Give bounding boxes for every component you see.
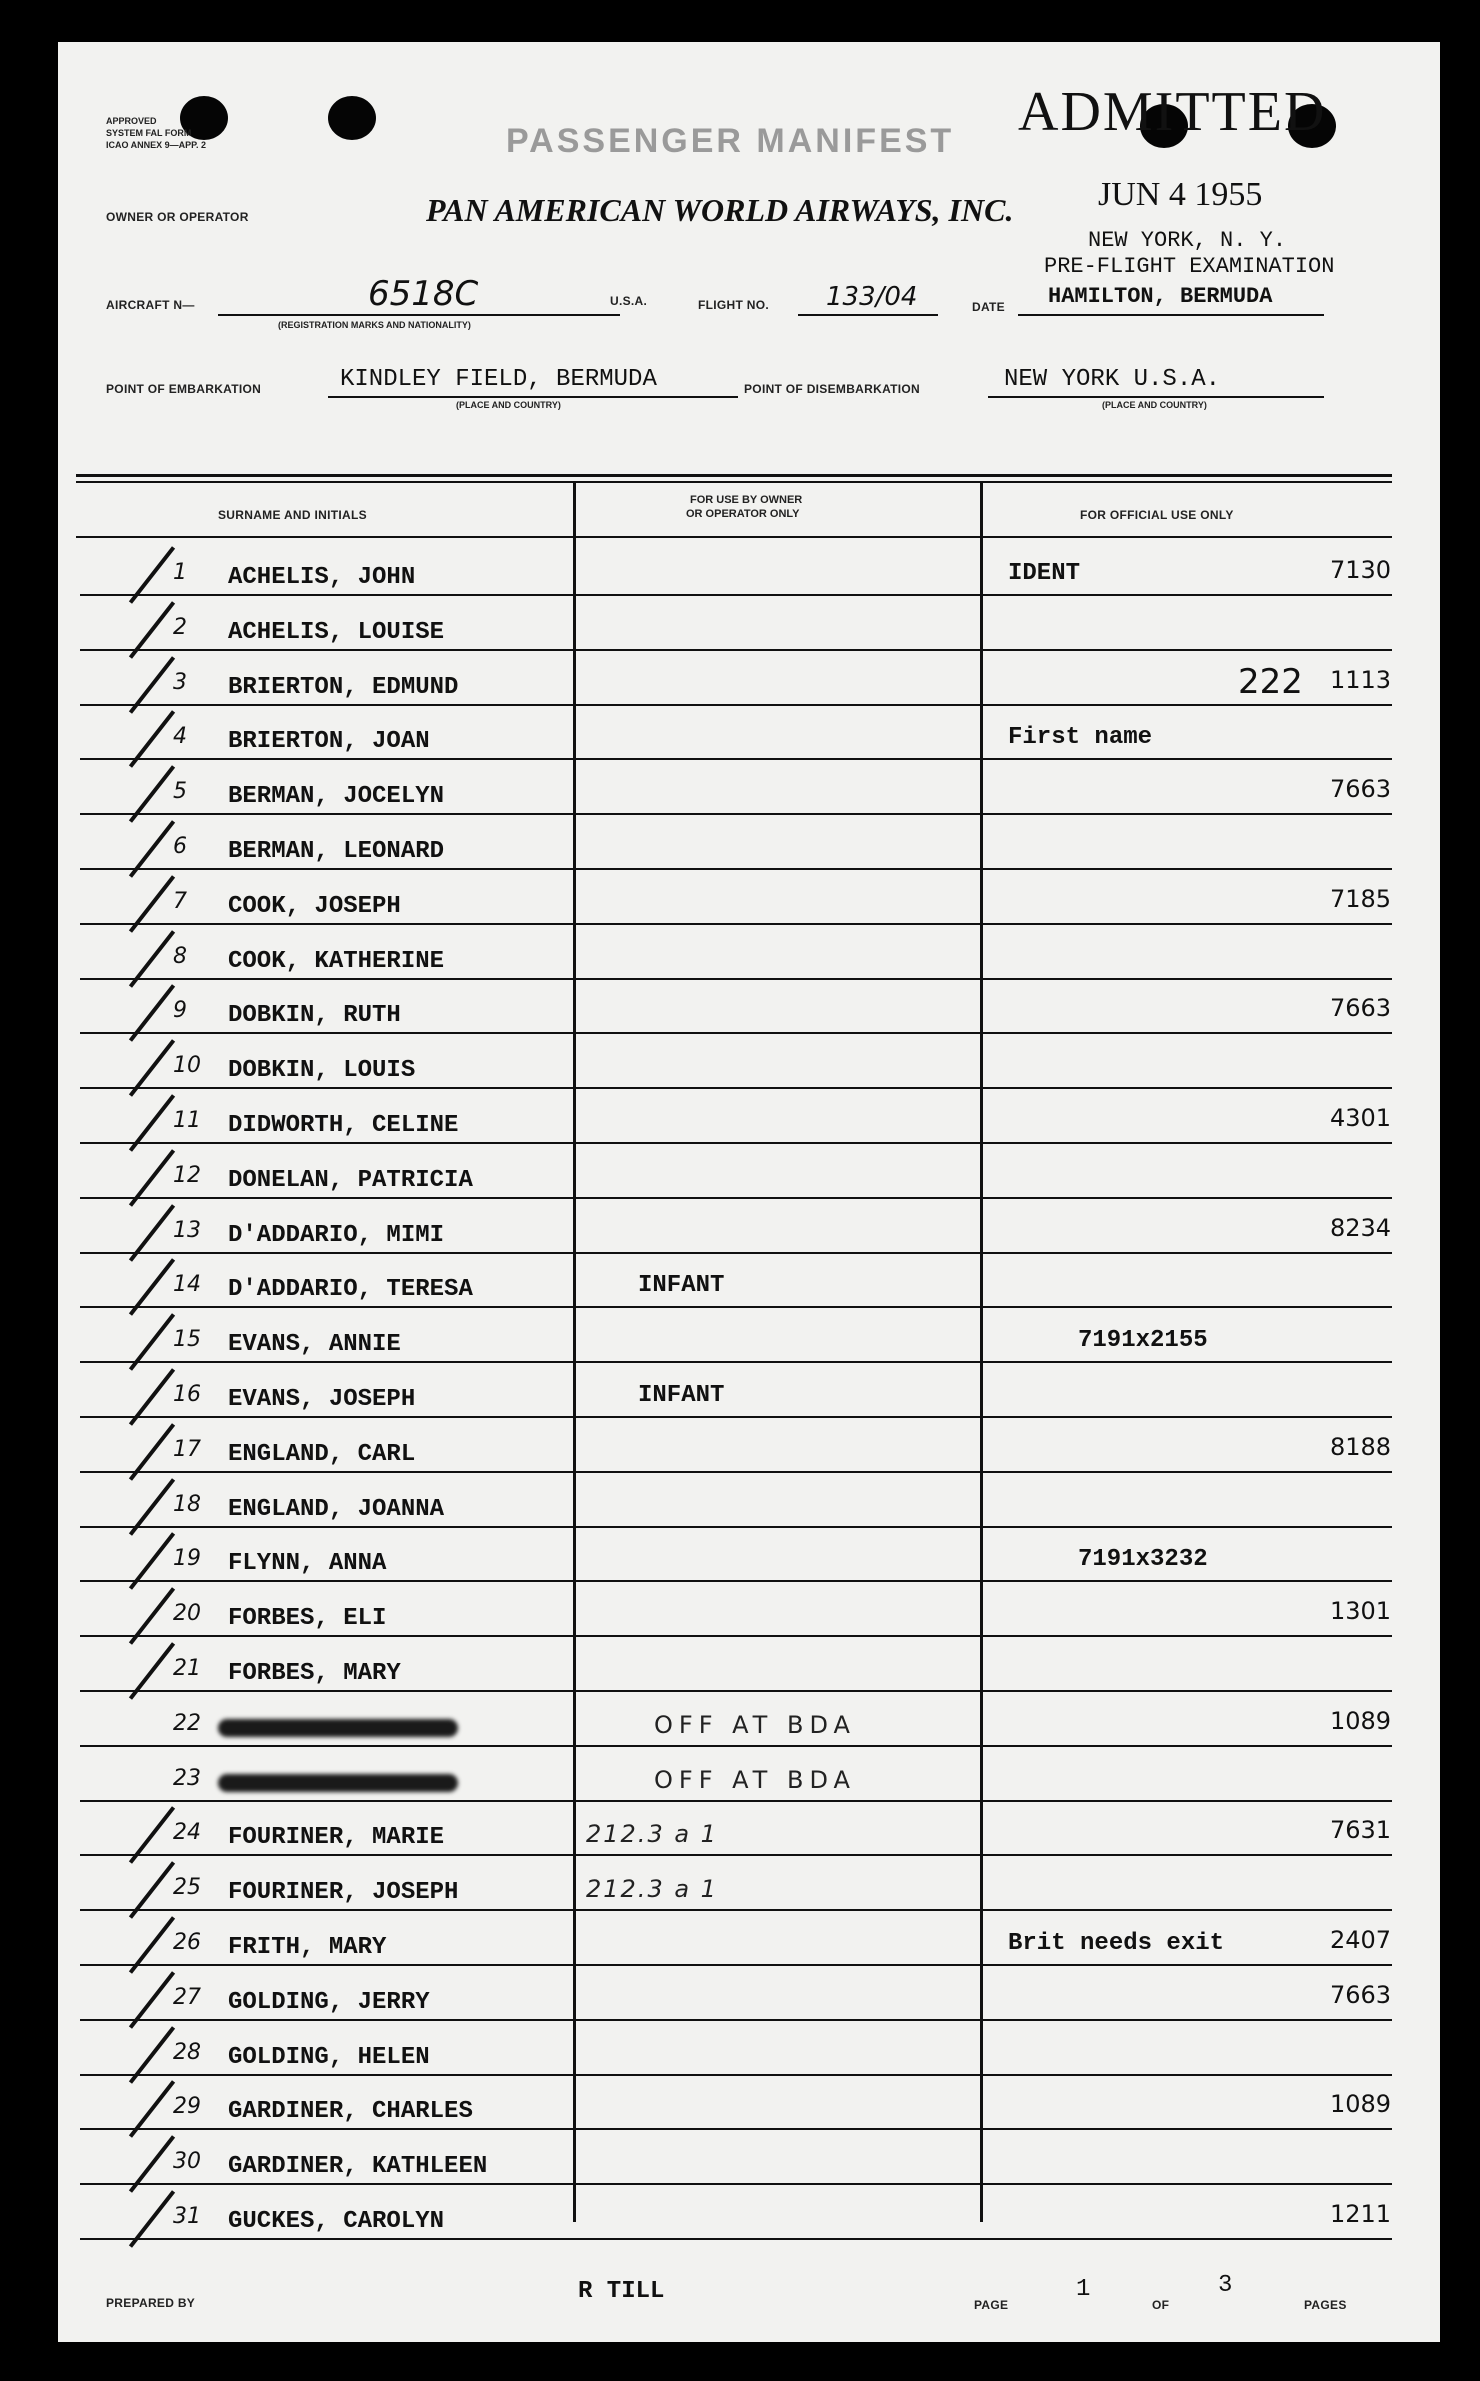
row-rule <box>80 868 1392 870</box>
registration-caption: (REGISTRATION MARKS AND NATIONALITY) <box>278 320 471 330</box>
row-rule <box>80 1745 1392 1747</box>
row-rule <box>80 1909 1392 1911</box>
manifest-page <box>58 42 1440 2342</box>
row-number: 28 <box>173 2039 201 2065</box>
row-number: 31 <box>173 2204 201 2229</box>
approval-line: SYSTEM FAL FORM <box>106 128 192 138</box>
passenger-name: BERMAN, LEONARD <box>228 838 445 865</box>
official-note: 222 <box>1238 661 1303 702</box>
disembarkation-value: NEW YORK U.S.A. <box>1004 366 1221 393</box>
aircraft-value: 6518C <box>368 274 479 314</box>
official-number: 7663 <box>1330 1980 1392 2009</box>
passenger-name: FORBES, MARY <box>228 1660 401 1687</box>
official-number: 7185 <box>1330 884 1392 913</box>
passenger-name: DOBKIN, LOUIS <box>228 1057 416 1085</box>
owner-note: 212.3 a 1 <box>586 1875 718 1904</box>
row-rule <box>80 594 1392 596</box>
row-rule <box>80 1854 1392 1856</box>
row-rule <box>80 1197 1392 1199</box>
redacted-name <box>218 1719 458 1737</box>
official-number: 7663 <box>1330 775 1392 804</box>
row-number: 5 <box>173 779 187 805</box>
pages-value: 3 <box>1218 2272 1233 2299</box>
official-note: 7191x3232 <box>1078 1546 1208 1574</box>
owner-note: 212.3 a 1 <box>586 1820 718 1849</box>
passenger-name: GARDINER, CHARLES <box>228 2098 473 2126</box>
official-note: Brit needs exit <box>1008 1930 1225 1957</box>
passenger-name: ENGLAND, CARL <box>228 1440 416 1468</box>
row-number: 7 <box>173 888 187 914</box>
flight-label: FLIGHT NO. <box>698 298 769 312</box>
row-rule <box>80 1635 1392 1637</box>
row-number: 17 <box>173 1436 201 1462</box>
row-rule <box>80 704 1392 706</box>
passenger-name: GUCKES, CAROLYN <box>228 2208 445 2235</box>
passenger-name: FLYNN, ANNA <box>228 1550 387 1578</box>
row-rule <box>80 1690 1392 1692</box>
stamp-date: JUN 4 1955 <box>1098 176 1263 213</box>
row-number: 15 <box>173 1327 201 1353</box>
owner-note: INFANT <box>638 1382 725 1409</box>
row-rule <box>80 1964 1392 1966</box>
owner-note: INFANT <box>638 1272 725 1300</box>
passenger-name: DOBKIN, RUTH <box>228 1002 401 1030</box>
passenger-name: GARDINER, KATHLEEN <box>228 2153 488 2181</box>
official-note: 7191x2155 <box>1078 1327 1208 1355</box>
row-number: 3 <box>173 669 187 695</box>
row-number: 1 <box>173 560 187 585</box>
passenger-name: GOLDING, HELEN <box>228 2043 430 2071</box>
row-rule <box>80 2074 1392 2076</box>
owner-note: OFF AT BDA <box>654 1765 856 1794</box>
form-title: PASSENGER MANIFEST <box>506 122 955 160</box>
passenger-name: ENGLAND, JOANNA <box>228 1495 445 1523</box>
official-number: 2407 <box>1330 1926 1392 1954</box>
row-number: 19 <box>173 1546 201 1572</box>
row-number: 4 <box>173 724 187 750</box>
column-divider <box>573 482 576 2222</box>
operator-name: PAN AMERICAN WORLD AIRWAYS, INC. <box>426 192 1014 228</box>
row-rule <box>80 1361 1392 1363</box>
passenger-name: EVANS, JOSEPH <box>228 1386 416 1413</box>
passenger-name: DONELAN, PATRICIA <box>228 1166 473 1194</box>
row-number: 16 <box>173 1382 201 1407</box>
passenger-name: BRIERTON, EDMUND <box>228 673 459 701</box>
row-number: 25 <box>173 1875 201 1901</box>
redacted-name <box>218 1774 458 1792</box>
pages-label: PAGES <box>1304 2298 1347 2312</box>
row-rule <box>80 923 1392 925</box>
passenger-name: FORBES, ELI <box>228 1605 387 1633</box>
passenger-name: COOK, JOSEPH <box>228 892 401 920</box>
row-rule <box>80 1416 1392 1418</box>
row-rule <box>80 1032 1392 1034</box>
admitted-stamp: ADMITTED <box>1018 81 1327 143</box>
row-rule <box>80 1471 1392 1473</box>
official-number: 1211 <box>1330 2200 1392 2228</box>
punch-hole <box>328 96 376 140</box>
row-rule <box>80 2238 1392 2240</box>
passenger-name: FRITH, MARY <box>228 1934 387 1961</box>
column-header-official: FOR OFFICIAL USE ONLY <box>1080 508 1234 522</box>
date-label: DATE <box>972 300 1005 314</box>
official-number: 7130 <box>1330 556 1392 584</box>
row-number: 30 <box>173 2149 201 2175</box>
row-rule <box>80 649 1392 651</box>
approval-line: ICAO ANNEX 9—APP. 2 <box>106 140 207 150</box>
passenger-name: DIDWORTH, CELINE <box>228 1112 459 1139</box>
row-number: 27 <box>173 1984 201 2010</box>
embarkation-label: POINT OF EMBARKATION <box>106 382 262 396</box>
official-number: 7663 <box>1330 994 1392 1023</box>
passenger-name: BERMAN, JOCELYN <box>228 783 445 811</box>
row-rule <box>80 758 1392 760</box>
passenger-name: EVANS, ANNIE <box>228 1331 401 1359</box>
aircraft-label: AIRCRAFT N— <box>106 298 195 312</box>
row-rule <box>80 978 1392 980</box>
embarkation-caption: (PLACE AND COUNTRY) <box>456 400 561 410</box>
row-number: 21 <box>173 1656 201 1681</box>
official-number: 8234 <box>1330 1213 1392 1242</box>
column-header-owner: FOR USE BY OWNER <box>690 494 803 506</box>
passenger-name: BRIERTON, JOAN <box>228 728 430 756</box>
row-rule <box>80 1142 1392 1144</box>
row-number: 8 <box>173 943 187 969</box>
row-rule <box>80 1526 1392 1528</box>
row-rule <box>80 1252 1392 1254</box>
prepared-by-value: R TILL <box>578 2278 665 2305</box>
page-label: PAGE <box>974 2298 1009 2312</box>
row-rule <box>80 1087 1392 1089</box>
row-rule <box>80 2128 1392 2130</box>
usa-label: U.S.A. <box>610 294 648 308</box>
row-number: 24 <box>173 1820 201 1846</box>
row-rule <box>80 1306 1392 1308</box>
passenger-name: COOK, KATHERINE <box>228 947 445 975</box>
row-number: 12 <box>173 1162 201 1188</box>
stamp-preflight: PRE-FLIGHT EXAMINATION <box>1044 254 1335 279</box>
row-rule <box>80 2019 1392 2021</box>
row-number: 23 <box>173 1765 201 1791</box>
row-rule <box>80 2183 1392 2185</box>
official-number: 1089 <box>1330 1706 1392 1735</box>
row-number: 9 <box>173 998 187 1024</box>
column-header-surname: SURNAME AND INITIALS <box>218 508 367 522</box>
passenger-name: FOURINER, JOSEPH <box>228 1879 459 1907</box>
embarkation-value: KINDLEY FIELD, BERMUDA <box>340 366 657 393</box>
owner-note: OFF AT BDA <box>654 1710 856 1739</box>
row-number: 14 <box>173 1272 201 1298</box>
row-number: 20 <box>173 1601 201 1627</box>
official-number: 1301 <box>1330 1597 1392 1626</box>
row-number: 6 <box>173 834 187 859</box>
row-rule <box>80 1580 1392 1582</box>
official-number: 8188 <box>1330 1432 1392 1461</box>
row-number: 29 <box>173 2094 201 2120</box>
row-number: 11 <box>173 1108 201 1133</box>
passenger-name: FOURINER, MARIE <box>228 1824 445 1852</box>
row-number: 26 <box>173 1930 201 1955</box>
stamp-location: HAMILTON, BERMUDA <box>1048 284 1273 309</box>
passenger-name: GOLDING, JERRY <box>228 1988 430 2016</box>
column-divider <box>980 482 983 2222</box>
official-note: First name <box>1008 724 1153 752</box>
disembarkation-label: POINT OF DISEMBARKATION <box>744 382 921 396</box>
row-number: 18 <box>173 1491 201 1517</box>
row-number: 2 <box>173 614 187 640</box>
official-number: 1113 <box>1330 665 1392 694</box>
prepared-by-label: PREPARED BY <box>106 2296 196 2310</box>
official-number: 1089 <box>1330 2090 1392 2119</box>
official-number: 7631 <box>1330 1816 1392 1845</box>
row-number: 13 <box>173 1217 201 1243</box>
owner-operator-label: OWNER OR OPERATOR <box>106 210 249 224</box>
approval-line: APPROVED <box>106 116 157 126</box>
passenger-name: D'ADDARIO, TERESA <box>228 1276 473 1304</box>
flight-value: 133/04 <box>826 282 918 312</box>
page-value: 1 <box>1076 2276 1091 2303</box>
row-number: 22 <box>173 1710 201 1736</box>
stamp-city: NEW YORK, N. Y. <box>1088 228 1287 253</box>
row-number: 10 <box>173 1053 201 1079</box>
passenger-name: ACHELIS, LOUISE <box>228 618 445 646</box>
disembarkation-caption: (PLACE AND COUNTRY) <box>1102 400 1207 410</box>
official-number: 4301 <box>1330 1104 1392 1132</box>
row-rule <box>80 813 1392 815</box>
passenger-name: D'ADDARIO, MIMI <box>228 1221 445 1249</box>
column-header-owner: OR OPERATOR ONLY <box>686 508 800 520</box>
passenger-name: ACHELIS, JOHN <box>228 564 416 591</box>
official-note: IDENT <box>1008 560 1081 587</box>
row-rule <box>80 1800 1392 1802</box>
of-label: OF <box>1152 2298 1170 2312</box>
